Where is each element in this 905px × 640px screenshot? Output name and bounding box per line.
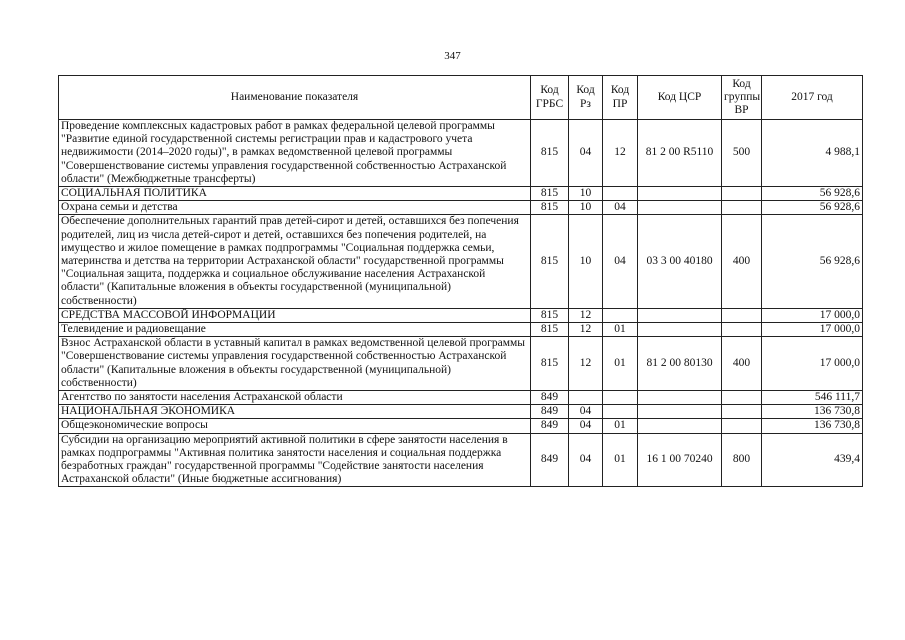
- table-header-row: [59, 76, 863, 120]
- row-amount: 546 111,7: [762, 391, 863, 405]
- row-grbs: 815: [531, 215, 569, 308]
- row-csr: [638, 187, 722, 201]
- row-grbs: 849: [531, 419, 569, 433]
- row-amount: 56 928,6: [762, 187, 863, 201]
- row-name: Агентство по занятости населения Астраханской области: [59, 391, 531, 405]
- row-grbs: 815: [531, 120, 569, 187]
- row-grbs: 849: [531, 391, 569, 405]
- row-rz: 04: [569, 405, 603, 419]
- row-vr: [722, 308, 762, 322]
- table-row: [59, 433, 863, 487]
- row-vr: [722, 323, 762, 337]
- row-rz: 04: [569, 419, 603, 433]
- header-name: Наименование показателя: [59, 76, 531, 120]
- row-pr: 01: [603, 337, 638, 391]
- row-rz: 04: [569, 120, 603, 187]
- header-grbs: Код ГРБС: [531, 76, 569, 120]
- row-amount: 56 928,6: [762, 215, 863, 308]
- row-csr: [638, 391, 722, 405]
- row-pr: 01: [603, 323, 638, 337]
- row-name: СРЕДСТВА МАССОВОЙ ИНФОРМАЦИИ: [59, 308, 531, 322]
- row-rz: 12: [569, 337, 603, 391]
- row-rz: [569, 391, 603, 405]
- row-pr: [603, 187, 638, 201]
- row-grbs: 815: [531, 201, 569, 215]
- row-vr: [722, 187, 762, 201]
- table-row: [59, 215, 863, 308]
- row-grbs: 849: [531, 433, 569, 487]
- row-pr: 04: [603, 215, 638, 308]
- row-rz: 12: [569, 323, 603, 337]
- row-grbs: 849: [531, 405, 569, 419]
- row-grbs: 815: [531, 337, 569, 391]
- row-name: Субсидии на организацию мероприятий активной политики в сфере занятости населения в рамках подпрограммы "Активная политика занятости населения и социальная поддержка безработных граждан" государственной программы "Содействие занятости населения Астраханской области" (Иные бюджетные ассигнования): [59, 433, 531, 487]
- row-vr: [722, 391, 762, 405]
- table-row: [59, 201, 863, 215]
- row-rz: 10: [569, 215, 603, 308]
- row-pr: 12: [603, 120, 638, 187]
- row-csr: 81 2 00 R5110: [638, 120, 722, 187]
- row-amount: 17 000,0: [762, 337, 863, 391]
- header-vr: Код группы ВР: [722, 76, 762, 120]
- row-amount: 4 988,1: [762, 120, 863, 187]
- row-amount: 56 928,6: [762, 201, 863, 215]
- row-amount: 439,4: [762, 433, 863, 487]
- header-amount: 2017 год: [762, 76, 863, 120]
- table-row: [59, 187, 863, 201]
- page-number: 347: [444, 50, 461, 62]
- row-pr: 01: [603, 419, 638, 433]
- row-name: НАЦИОНАЛЬНАЯ ЭКОНОМИКА: [59, 405, 531, 419]
- table-row: [59, 308, 863, 322]
- row-csr: [638, 405, 722, 419]
- row-vr: [722, 419, 762, 433]
- row-name: СОЦИАЛЬНАЯ ПОЛИТИКА: [59, 187, 531, 201]
- table-row: [59, 323, 863, 337]
- row-pr: 04: [603, 201, 638, 215]
- row-amount: 136 730,8: [762, 419, 863, 433]
- row-grbs: 815: [531, 323, 569, 337]
- row-vr: 800: [722, 433, 762, 487]
- row-vr: [722, 201, 762, 215]
- budget-table: [58, 75, 863, 487]
- row-rz: 04: [569, 433, 603, 487]
- row-name: Проведение комплексных кадастровых работ в рамках федеральной целевой программы "Развитие единой государственной системы регистрации прав и кадастрового учета недвижимости (2014–2020 годы)", в рамках ведомственной целевой программы "Совершенствование системы управления государственной собственностью Астраханской области" (Межбюджетные трансферты): [59, 120, 531, 187]
- row-name: Взнос Астраханской области в уставный капитал в рамках ведомственной целевой программы "Совершенствование системы управления государственной собственностью Астраханской области" (Капитальные вложения в объекты государственной (муниципальной) собственности): [59, 337, 531, 391]
- row-grbs: 815: [531, 308, 569, 322]
- row-rz: 10: [569, 201, 603, 215]
- row-vr: [722, 405, 762, 419]
- row-name: Охрана семьи и детства: [59, 201, 531, 215]
- table-row: [59, 405, 863, 419]
- row-pr: 01: [603, 433, 638, 487]
- row-rz: 12: [569, 308, 603, 322]
- row-csr: [638, 201, 722, 215]
- row-vr: 400: [722, 337, 762, 391]
- table-row: [59, 391, 863, 405]
- row-amount: 136 730,8: [762, 405, 863, 419]
- row-csr: [638, 323, 722, 337]
- row-pr: [603, 405, 638, 419]
- table-row: [59, 120, 863, 187]
- row-csr: [638, 419, 722, 433]
- row-pr: [603, 308, 638, 322]
- row-vr: 500: [722, 120, 762, 187]
- row-name: Общеэкономические вопросы: [59, 419, 531, 433]
- row-name: Телевидение и радиовещание: [59, 323, 531, 337]
- table-row: [59, 419, 863, 433]
- row-vr: 400: [722, 215, 762, 308]
- row-grbs: 815: [531, 187, 569, 201]
- header-pr: Код ПР: [603, 76, 638, 120]
- row-amount: 17 000,0: [762, 308, 863, 322]
- header-csr: Код ЦСР: [638, 76, 722, 120]
- row-name: Обеспечение дополнительных гарантий прав детей-сирот и детей, оставшихся без попечения родителей, лиц из числа детей-сирот и детей, оставшихся без попечения родителей, на имущество и жилое помещение в рамках подпрограммы "Социальная поддержка семьи, материнства и детства на территории Астраханской области" государственной программы "Социальная защита, поддержка и социальное обслуживание населения Астраханской области" (Капитальные вложения в объекты государственной (муниципальной) собственности): [59, 215, 531, 308]
- row-rz: 10: [569, 187, 603, 201]
- row-pr: [603, 391, 638, 405]
- header-rz: Код Рз: [569, 76, 603, 120]
- row-csr: 16 1 00 70240: [638, 433, 722, 487]
- row-csr: 03 3 00 40180: [638, 215, 722, 308]
- row-amount: 17 000,0: [762, 323, 863, 337]
- table-row: [59, 337, 863, 391]
- row-csr: 81 2 00 80130: [638, 337, 722, 391]
- row-csr: [638, 308, 722, 322]
